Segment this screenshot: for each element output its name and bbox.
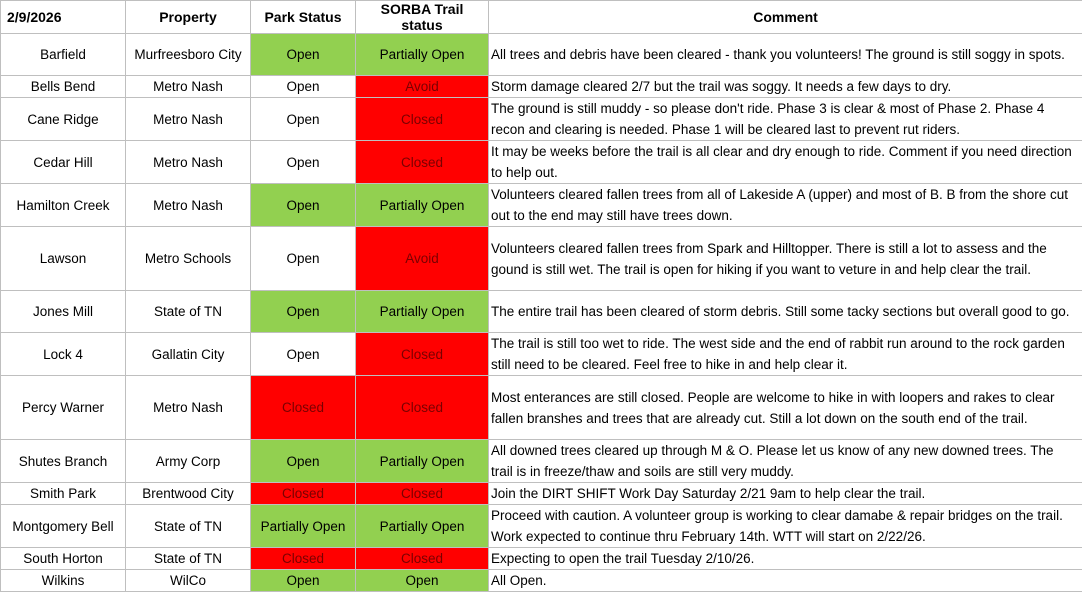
table-row [1,570,1082,592]
header-trail-status: SORBA Trail status [356,1,489,34]
table-row [1,505,1082,548]
table-row [1,291,1082,333]
park-status-cell: Closed [251,483,356,505]
comment-cell: The ground is still muddy - so please don't ride. Phase 3 is clear & most of Phase 2. Phase 4 recon and clearing is needed. Phase 1 will be cleared last to prevent rut riders. [489,98,1082,141]
park-status-cell: Open [251,141,356,184]
trail-name: Montgomery Bell [1,505,126,548]
property-cell: Metro Nash [126,376,251,440]
trail-status-cell: Partially Open [356,184,489,227]
table-row [1,227,1082,291]
comment-cell: Storm damage cleared 2/7 but the trail was soggy. It needs a few days to dry. [489,76,1082,98]
trail-name: Bells Bend [1,76,126,98]
trail-name: Lawson [1,227,126,291]
comment-cell: Most enterances are still closed. People are welcome to hike in with loopers and rakes to clear fallen branshes and trees that are already cut. Still a lot down on the south end of the trail. [489,376,1082,440]
property-cell: Metro Nash [126,184,251,227]
park-status-cell: Open [251,227,356,291]
table-row [1,483,1082,505]
comment-cell: Proceed with caution. A volunteer group is working to clear damabe & repair bridges on the trail. Work expected to continue thru February 14th. WTT will start on 2/22/26. [489,505,1082,548]
property-cell: Army Corp [126,440,251,483]
trail-name: South Horton [1,548,126,570]
table-row [1,34,1082,76]
header-row [1,1,1082,34]
table-row [1,376,1082,440]
comment-cell: Volunteers cleared fallen trees from all of Lakeside A (upper) and most of B. B from the shore cut out to the end may still have trees down. [489,184,1082,227]
trail-name: Shutes Branch [1,440,126,483]
table-row [1,548,1082,570]
comment-cell: All trees and debris have been cleared - thank you volunteers! The ground is still soggy in spots. [489,34,1082,76]
property-cell: Murfreesboro City [126,34,251,76]
property-cell: State of TN [126,291,251,333]
trail-status-cell: Closed [356,333,489,376]
comment-cell: It may be weeks before the trail is all clear and dry enough to ride. Comment if you need direction to help out. [489,141,1082,184]
header-park-status: Park Status [251,1,356,34]
comment-cell: All Open. [489,570,1082,592]
park-status-cell: Closed [251,376,356,440]
park-status-cell: Partially Open [251,505,356,548]
comment-cell: Expecting to open the trail Tuesday 2/10/26. [489,548,1082,570]
comment-cell: All downed trees cleared up through M & O. Please let us know of any new downed trees. The trail is in freeze/thaw and soils are still very muddy. [489,440,1082,483]
table-row [1,333,1082,376]
trail-name: Percy Warner [1,376,126,440]
property-cell: State of TN [126,548,251,570]
trail-name: Hamilton Creek [1,184,126,227]
trail-name: Smith Park [1,483,126,505]
park-status-cell: Open [251,184,356,227]
trail-status-cell: Closed [356,98,489,141]
header-date: 2/9/2026 [1,1,126,34]
park-status-cell: Open [251,34,356,76]
property-cell: Gallatin City [126,333,251,376]
property-cell: Metro Schools [126,227,251,291]
property-cell: Brentwood City [126,483,251,505]
trail-status-cell: Partially Open [356,505,489,548]
trail-name: Cedar Hill [1,141,126,184]
trail-name: Jones Mill [1,291,126,333]
table-row [1,76,1082,98]
trail-status-cell: Open [356,570,489,592]
comment-cell: Join the DIRT SHIFT Work Day Saturday 2/21 9am to help clear the trail. [489,483,1082,505]
comment-cell: The entire trail has been cleared of storm debris. Still some tacky sections but overall good to go. [489,291,1082,333]
trail-status-cell: Closed [356,141,489,184]
comment-cell: Volunteers cleared fallen trees from Spark and Hilltopper. There is still a lot to assess and the gound is still wet. The trail is open for hiking if you want to veture in and help clear the trail. [489,227,1082,291]
park-status-cell: Open [251,98,356,141]
trail-name: Barfield [1,34,126,76]
park-status-cell: Open [251,291,356,333]
park-status-cell: Open [251,76,356,98]
table-row [1,184,1082,227]
header-property: Property [126,1,251,34]
park-status-cell: Open [251,570,356,592]
property-cell: Metro Nash [126,98,251,141]
park-status-cell: Closed [251,548,356,570]
trail-status-cell: Avoid [356,76,489,98]
trail-status-cell: Avoid [356,227,489,291]
park-status-cell: Open [251,440,356,483]
table-row [1,98,1082,141]
trail-status-cell: Closed [356,376,489,440]
property-cell: WilCo [126,570,251,592]
trail-name: Wilkins [1,570,126,592]
trail-status-cell: Partially Open [356,440,489,483]
trail-name: Lock 4 [1,333,126,376]
trail-status-cell: Closed [356,483,489,505]
property-cell: State of TN [126,505,251,548]
trail-status-cell: Closed [356,548,489,570]
trail-status-cell: Partially Open [356,34,489,76]
property-cell: Metro Nash [126,141,251,184]
trail-name: Cane Ridge [1,98,126,141]
park-status-cell: Open [251,333,356,376]
comment-cell: The trail is still too wet to ride. The west side and the end of rabbit run around to the rock garden still need to be cleared. Feel free to hike in and help clear it. [489,333,1082,376]
property-cell: Metro Nash [126,76,251,98]
trail-status-cell: Partially Open [356,291,489,333]
table-row [1,141,1082,184]
table-row [1,440,1082,483]
header-comment: Comment [489,1,1082,34]
